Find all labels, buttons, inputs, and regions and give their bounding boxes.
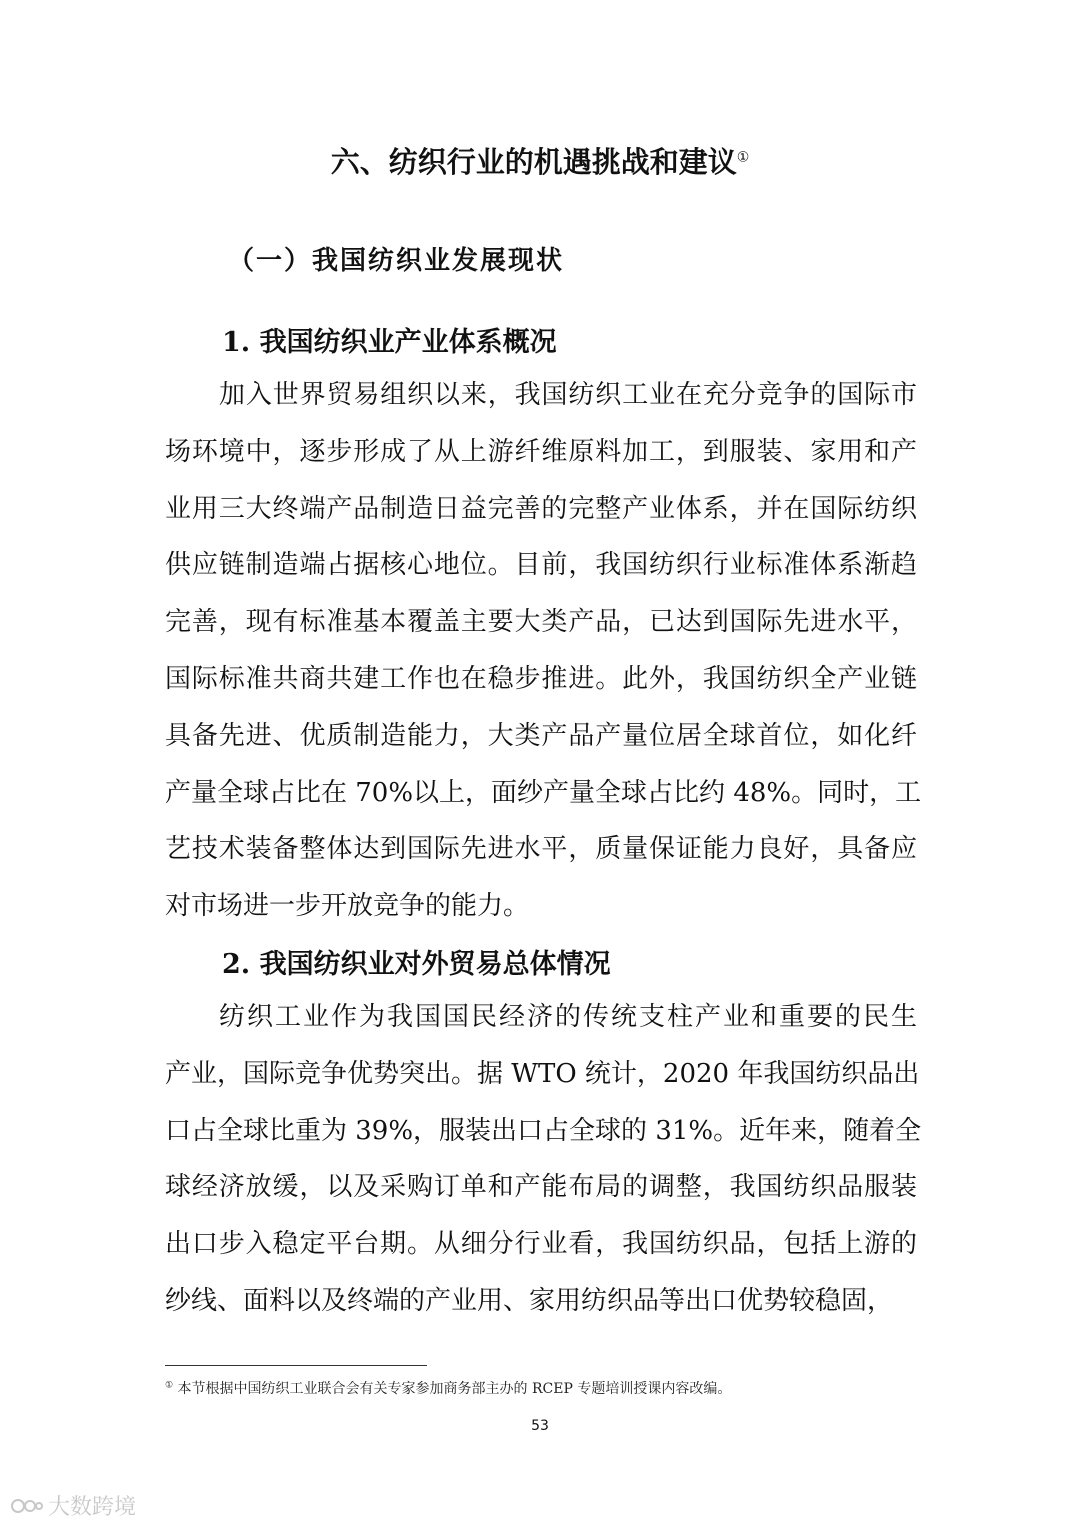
section-heading: （一）我国纺织业发展现状 bbox=[228, 246, 565, 276]
subsection-heading-1: 1. 我国纺织业产业体系概况 bbox=[222, 327, 557, 358]
text-line: 场环境中，逐步形成了从上游纤维原料加工，到服装、家用和产 bbox=[165, 436, 917, 467]
text-line: 口占全球比重为 39%，服装出口占全球的 31%。近年来，随着全 bbox=[165, 1115, 922, 1146]
text-line: 艺技术装备整体达到国际先进水平，质量保证能力良好，具备应 bbox=[165, 834, 917, 865]
footnote-mark: ① bbox=[165, 1380, 174, 1391]
subsection-heading-2: 2. 我国纺织业对外贸易总体情况 bbox=[222, 949, 611, 980]
watermark-text: 大数跨境 bbox=[48, 1495, 137, 1520]
watermark bbox=[10, 1490, 136, 1521]
text-line: 纱线、面料以及终端的产业用、家用纺织品等出口优势较稳固， bbox=[165, 1286, 894, 1316]
text-line: 国际标准共商共建工作也在稳步推进。此外，我国纺织全产业链 bbox=[165, 664, 917, 694]
text-line: 具备先进、优质制造能力，大类产品产量位居全球首位，如化纤 bbox=[165, 720, 917, 751]
text-line: 产业，国际竞争优势突出。据 WTO 统计，2020 年我国纺织品出 bbox=[165, 1058, 920, 1089]
footnote-ref[interactable]: ① bbox=[736, 149, 750, 166]
text-line: 业用三大终端产品制造日益完善的完整产业体系，并在国际纺织 bbox=[165, 493, 917, 524]
text-line: 完善，现有标准基本覆盖主要大类产品，已达到国际先进水平， bbox=[165, 607, 917, 638]
text-line: 供应链制造端占据核心地位。目前，我国纺织行业标准体系渐趋 bbox=[165, 550, 917, 581]
text-line: 纺织工业作为我国国民经济的传统支柱产业和重要的民生 bbox=[219, 1002, 917, 1032]
page-number: 53 bbox=[531, 1418, 549, 1434]
text-line: 对市场进一步开放竞争的能力。 bbox=[165, 891, 530, 922]
text-line: 产量全球占比在 70%以上，面纱产量全球占比约 48%。同时，工 bbox=[165, 777, 922, 808]
footnote bbox=[165, 1378, 731, 1398]
footnote-divider bbox=[165, 1365, 427, 1366]
title-text: 六、纺织行业的机遇挑战和建议 bbox=[330, 145, 737, 179]
text-line: 出口步入稳定平台期。从细分行业看，我国纺织品，包括上游的 bbox=[165, 1229, 917, 1260]
watermark-logo-icon bbox=[10, 1495, 44, 1517]
text-line: 球经济放缓，以及采购订单和产能布局的调整，我国纺织品服装 bbox=[165, 1172, 917, 1203]
text-line: 加入世界贸易组织以来，我国纺织工业在充分竞争的国际市 bbox=[219, 380, 917, 410]
page-title bbox=[0, 140, 1080, 181]
footnote-text: 本节根据中国纺织工业联合会有关专家参加商务部主办的 RCEP 专题培训授课内容改编。 bbox=[177, 1381, 732, 1397]
